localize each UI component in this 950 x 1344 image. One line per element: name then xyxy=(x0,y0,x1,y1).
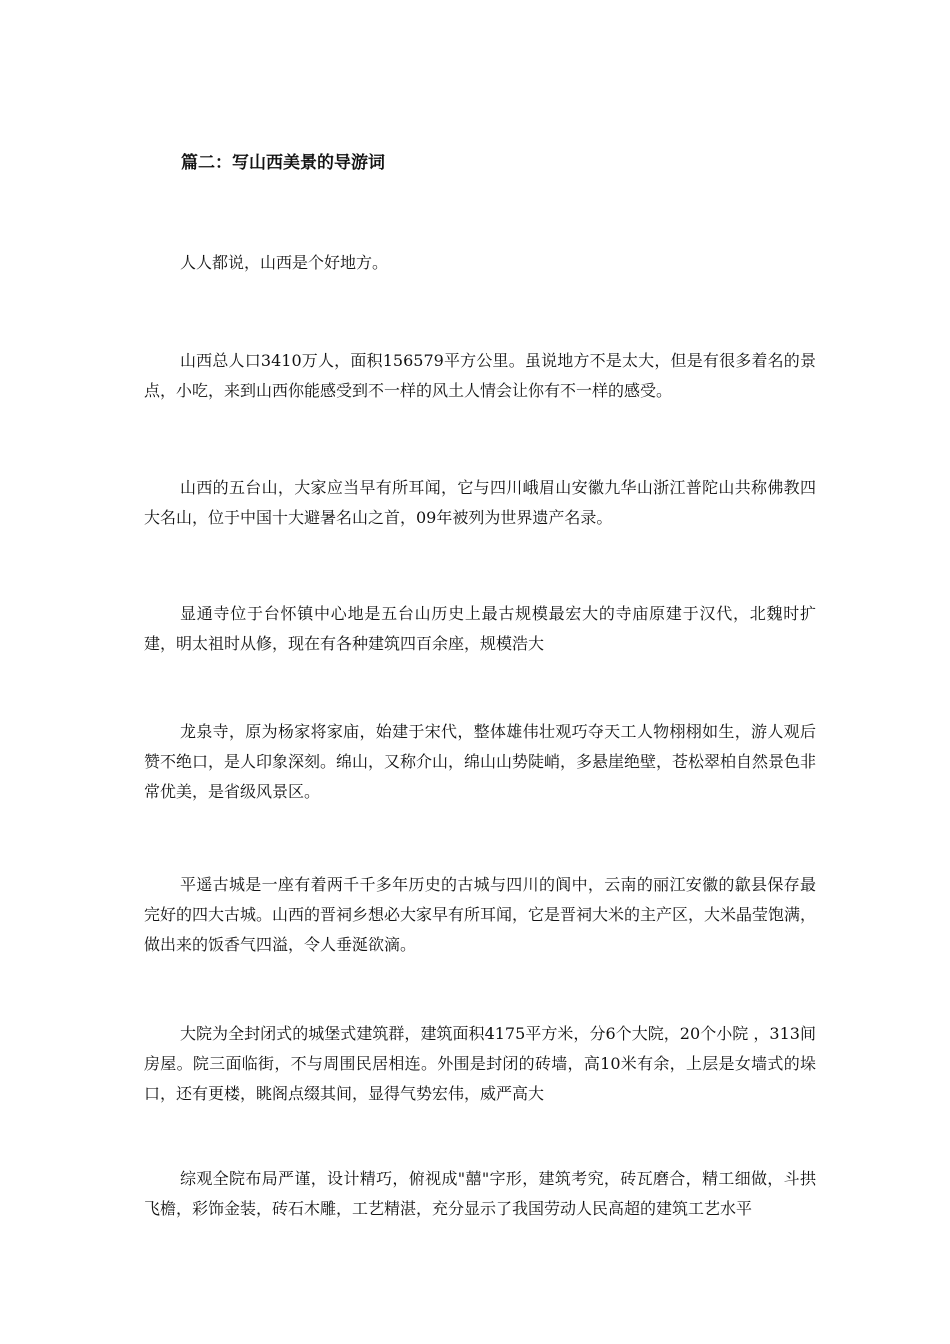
paragraph-wutai-mountain: 山西的五台山，大家应当早有所耳闻，它与四川峨眉山安徽九华山浙江普陀山共称佛教四大名山，位于中国十大避暑名山之首，09年被列为世界遗产名录。 xyxy=(144,478,816,527)
paragraph-courtyard-layout: 综观全院布局严谨，设计精巧，俯视成"囍"字形，建筑考究，砖瓦磨合，精工细做，斗拱飞檐，彩饰金装，砖石木雕，工艺精湛，充分显示了我国劳动人民高超的建筑工艺水平 xyxy=(144,1169,816,1218)
paragraph-longquan-temple: 龙泉寺，原为杨家将家庙，始建于宋代，整体雄伟壮观巧夺天工人物栩栩如生，游人观后赞不绝口，是人印象深刻。绵山，又称介山，绵山山势陡峭，多悬崖绝壁，苍松翠柏自然景色非常优美，是省级风景区。 xyxy=(144,722,817,801)
paragraph-pingyao-ancient-city: 平遥古城是一座有着两千千多年历史的古城与四川的阆中，云南的丽江安徽的歙县保存最完好的四大古城。山西的晋祠乡想必大家早有所耳闻，它是晋祠大米的主产区，大米晶莹饱满，做出来的饭香气四溢，令人垂涎欲滴。 xyxy=(144,875,817,954)
paragraph-xiantong-temple: 显通寺位于台怀镇中心地是五台山历史上最古规模最宏大的寺庙原建于汉代，北魏时扩建，明太祖时从修，现在有各种建筑四百余座，规模浩大 xyxy=(144,604,816,653)
paragraph-intro: 人人都说，山西是个好地方。 xyxy=(180,253,389,272)
paragraph-shanxi-overview: 山西总人口3410万人，面积156579平方公里。虽说地方不是太大，但是有很多着名的景点，小吃，来到山西你能感受到不一样的风土人情会让你有不一样的感受。 xyxy=(144,351,816,400)
document-title: 篇二：写山西美景的导游词 xyxy=(181,153,385,173)
paragraph-courtyard: 大院为全封闭式的城堡式建筑群，建筑面积4175平方米，分6个大院，20个小院 ，313间房屋。院三面临街，不与周围民居相连。外围是封闭的砖墙，高10米有余，上层是女墙式的垛口，还有更楼，眺阁点缀其间，显得气势宏伟，威严高大 xyxy=(144,1024,816,1103)
